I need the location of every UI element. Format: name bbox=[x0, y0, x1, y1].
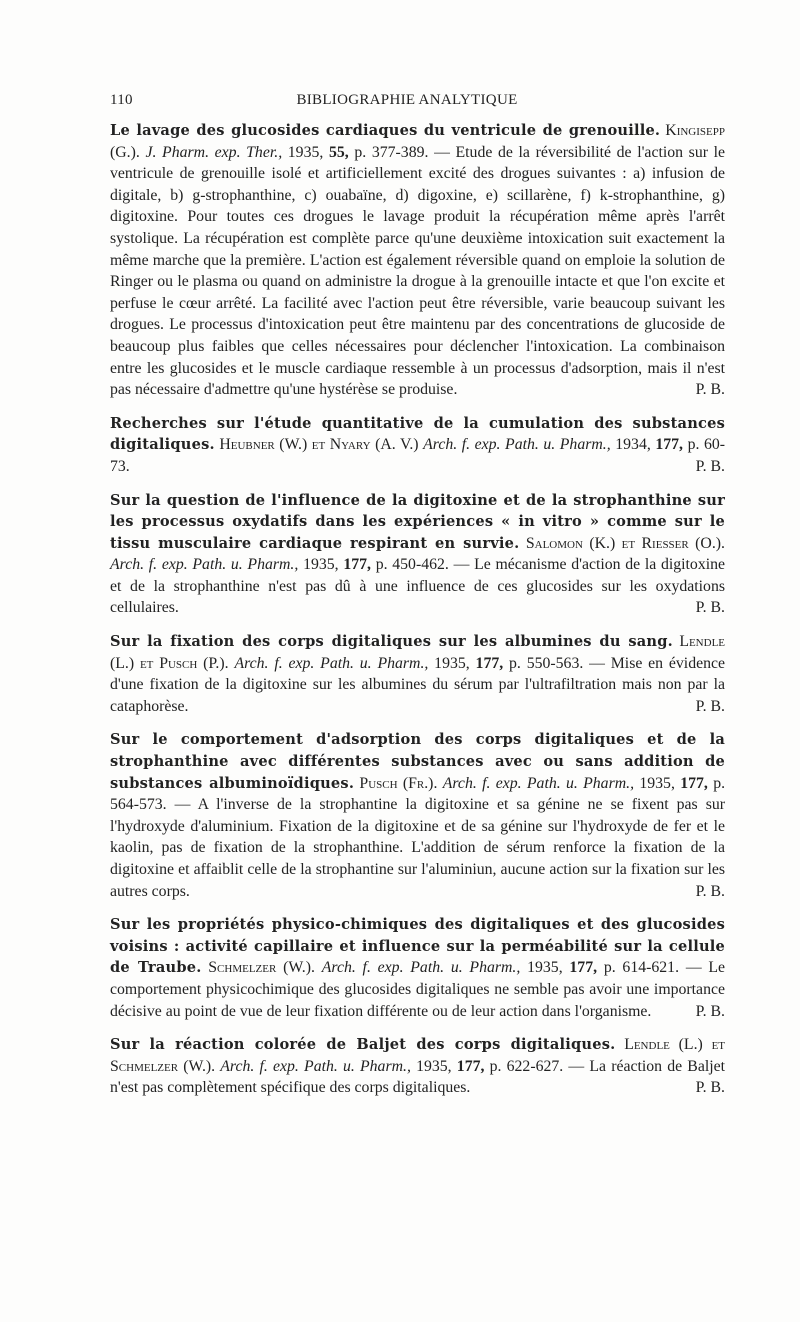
entry-journal: Arch. f. exp. Path. u. Pharm., bbox=[442, 774, 635, 792]
bibliography-entry bbox=[110, 631, 725, 717]
bibliography-entry bbox=[110, 490, 725, 620]
entry-pages: p. 60-73. bbox=[110, 436, 726, 475]
entry-journal: Arch. f. exp. Path. u. Pharm., bbox=[321, 959, 521, 977]
entry-signature: P. B. bbox=[695, 882, 725, 900]
entry-journal: Arch. f. exp. Path. u. Pharm., bbox=[110, 556, 299, 574]
entry-authors: Kingisepp (G.). bbox=[110, 122, 725, 161]
entry-title: Recherches sur l'étude quantitative de la cumulation des substances digitaliques. bbox=[110, 414, 725, 454]
bibliography-entry bbox=[110, 120, 725, 401]
entry-pages: p. 450-462. bbox=[375, 556, 449, 574]
entry-authors: Pusch (Fr.). bbox=[359, 774, 438, 792]
entry-journal: Arch. f. exp. Path. u. Pharm., bbox=[234, 654, 429, 672]
entry-authors: Heubner (W.) et Nyary (A. V.) bbox=[219, 436, 419, 454]
entry-authors: Lendle (L.) et Pusch (P.). bbox=[110, 633, 726, 672]
entry-pages: p. 550-563. bbox=[509, 654, 584, 672]
page-header bbox=[110, 92, 704, 112]
entry-pages: p. 377-389. bbox=[354, 143, 429, 161]
entry-volume: 177, bbox=[343, 556, 371, 574]
bibliography-entry bbox=[110, 1034, 725, 1099]
entry-volume: 55, bbox=[328, 143, 349, 161]
entry-year: 1934, bbox=[615, 436, 651, 454]
bibliography-entry bbox=[110, 729, 725, 902]
entry-signature: P. B. bbox=[695, 697, 725, 715]
entry-year: 1935, bbox=[303, 556, 339, 574]
entry-pages: p. 622-627. bbox=[489, 1057, 564, 1075]
entry-journal: Arch. f. exp. Path. u. Pharm., bbox=[220, 1057, 411, 1075]
entry-volume: 177, bbox=[456, 1057, 485, 1075]
entry-year: 1935, bbox=[416, 1057, 452, 1075]
entry-signature: P. B. bbox=[695, 381, 725, 399]
entry-signature: P. B. bbox=[695, 457, 725, 475]
entry-pages: p. 564-573. bbox=[110, 774, 726, 814]
bibliography-entry bbox=[110, 413, 725, 478]
entry-volume: 177, bbox=[655, 436, 684, 454]
entry-abstract: — A l'inverse de la strophantine la digitoxine et sa génine ne se fixent pas sur l'hydroxyde d'aluminium. Fixation de la digitoxine et de sa génine sur l'hydroxyde de fer et le kaolin, pas de fixation de la strophanthine. L'addition de sérum renforce la fixation de la digitoxine et affaiblit celle de la strophantine sur l'aluminiun, aucune action sur la fixation sur les autres corps. bbox=[110, 796, 726, 900]
bibliography-column bbox=[110, 120, 725, 1111]
entry-year: 1935, bbox=[527, 959, 563, 977]
entry-abstract: — Le comportement physicochimique des glucosides digitaliques ne semble pas avoir une importance décisive au point de vue de leur fixation différente ou de leur action dans l'organisme. bbox=[110, 959, 726, 1020]
entry-title: Sur la question de l'influence de la digitoxine et de la strophanthine sur les processus oxydatifs dans les expériences « in vitro » comme sur le tissu musculaire cardiaque respirant en survie. bbox=[110, 491, 725, 552]
entry-year: 1935, bbox=[434, 654, 470, 672]
entry-journal: J. Pharm. exp. Ther., bbox=[145, 143, 283, 161]
entry-abstract: — La réaction de Baljet n'est pas complètement spécifique des corps digitaliques. bbox=[110, 1057, 726, 1097]
entry-year: 1935, bbox=[639, 774, 675, 792]
entry-authors: Salomon (K.) et Riesser (O.). bbox=[525, 534, 725, 552]
entry-title: Sur le comportement d'adsorption des corps digitaliques et de la strophanthine avec différentes substances avec ou sans addition de substances albuminoïdiques. bbox=[110, 731, 725, 792]
entry-title: Sur les propriétés physico-chimiques des digitaliques et des glucosides voisins : activité capillaire et influence sur la perméabilité sur la cellule de Traube. bbox=[110, 916, 725, 977]
entry-authors: Schmelzer (W.). bbox=[208, 959, 315, 977]
entry-title: Sur la fixation des corps digitaliques sur les albumines du sang. bbox=[110, 633, 673, 651]
entry-pages: p. 614-621. bbox=[603, 959, 680, 977]
entry-abstract: — Le mécanisme d'action de la digitoxine et de la strophanthine n'est pas dû à une influence de ces glucosides sur les oxydations cellulaires. bbox=[110, 556, 726, 617]
entry-signature: P. B. bbox=[695, 1002, 725, 1020]
entry-abstract: — Mise en évidence d'une fixation de la digitoxine sur les albumines du sérum par l'ultrafiltration mais non par la cataphorèse. bbox=[110, 654, 726, 715]
entry-title: Le lavage des glucosides cardiaques du ventricule de grenouille. bbox=[110, 122, 661, 139]
entry-year: 1935, bbox=[287, 143, 324, 161]
bibliography-entry bbox=[110, 914, 725, 1022]
entry-title: Sur la réaction colorée de Baljet des corps digitaliques. bbox=[110, 1036, 616, 1054]
entry-signature: P. B. bbox=[695, 1079, 725, 1097]
entry-volume: 177, bbox=[569, 959, 598, 977]
entry-volume: 177, bbox=[475, 654, 504, 672]
page-number: 110 bbox=[110, 92, 133, 108]
entry-abstract: — Etude de la réversibilité de l'action sur le ventricule de grenouille isolé et artificiellement excité des drogues suivantes : a) infusion de digitale, b) g-strophanthine, c) ouabaïne, d) digoxine, e) scillarène, f) k-strophanthine, g) digitoxine. Pour toutes ces drogues le lavage produit la récupération même après l'arrêt systolique. La récupération est complète parce qu'une deuxième intoxication suit exactement la même marche que la première. L'action est également réversible quand on emploie la solution de Ringer ou le plasma ou quand on administre la drogue à la grenouille intacte et que l'on excite et perfuse le cœur arrêté. La facilité avec l'action peut être réversible, varie beaucoup suivant les drogues. Le processus d'intoxication peut être maintenu par des concentrations de glucoside de beaucoup plus faibles que celles nécessaires pour déclencher l'intoxication. La combinaison entre les glucosides et le muscle cardiaque ressemble à un processus d'adsorption, mais il n'est pas nécessaire d'admettre qu'une hystérèse se produise. bbox=[110, 143, 726, 399]
entry-signature: P. B. bbox=[695, 599, 725, 617]
entry-authors: Lendle (L.) et Schmelzer (W.). bbox=[110, 1036, 726, 1075]
running-title: BIBLIOGRAPHIE ANALYTIQUE bbox=[296, 92, 518, 108]
entry-journal: Arch. f. exp. Path. u. Pharm., bbox=[423, 436, 611, 454]
entry-volume: 177, bbox=[680, 774, 708, 792]
